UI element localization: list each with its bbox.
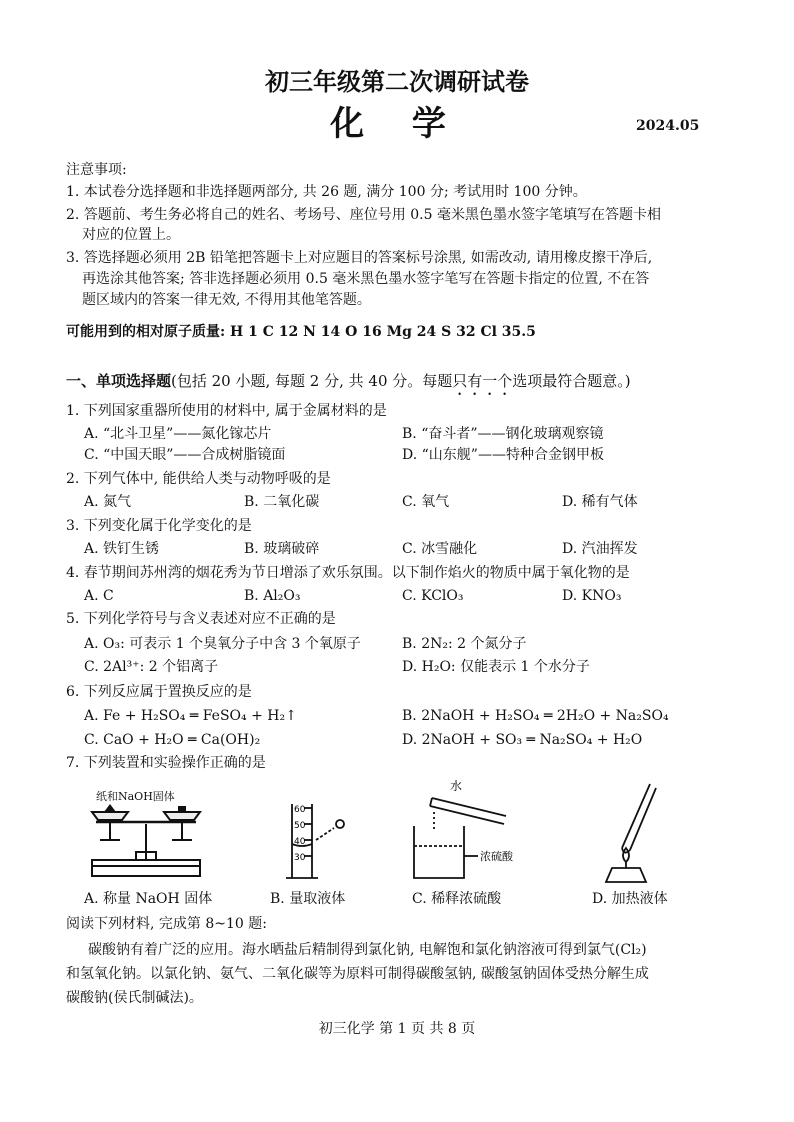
option: C. 氧气 bbox=[402, 494, 450, 510]
option: B. Al₂O₃ bbox=[244, 588, 301, 604]
section-title: 一、单项选择题 bbox=[66, 372, 172, 390]
option: B. 二氧化碳 bbox=[244, 494, 320, 510]
figure-a-label: 纸和NaOH固体 bbox=[96, 790, 175, 803]
option: A. 氮气 bbox=[84, 494, 132, 510]
tick-label: 30 bbox=[294, 853, 306, 863]
balance-figure bbox=[86, 800, 206, 882]
notice-item: 再选涂其他答案; 答非选择题必须用 0.5 毫米黑色墨水签字笔写在答题卡指定的位置, 不在答 bbox=[82, 271, 650, 287]
option: D. 2NaOH + SO₃ ═ Na₂SO₄ + H₂O bbox=[402, 732, 643, 748]
tick-label: 60 bbox=[294, 805, 306, 815]
reading-intro: 阅读下列材料, 完成第 8~10 题: bbox=[66, 916, 267, 932]
dilution-figure bbox=[404, 776, 534, 884]
water-label: 水 bbox=[450, 779, 463, 793]
option: D. 汽油挥发 bbox=[562, 541, 638, 557]
question-stem: 1. 下列国家重器所使用的材料中, 属于金属材料的是 bbox=[66, 403, 387, 419]
notice-item: 题区域内的答案一律无效, 不得用其他笔答题。 bbox=[82, 292, 371, 308]
notice-item: 2. 答题前、考生务必将自己的姓名、考场号、座位号用 0.5 毫米黑色墨水签字笔填写在答题卡相 bbox=[66, 207, 661, 223]
question-stem: 6. 下列反应属于置换反应的是 bbox=[66, 684, 252, 700]
question-stem: 3. 下列变化属于化学变化的是 bbox=[66, 518, 252, 534]
notice-item: 1. 本试卷分选择题和非选择题两部分, 共 26 题, 满分 100 分; 考试用时 100 分钟。 bbox=[66, 184, 587, 200]
option: B. 玻璃破碎 bbox=[244, 541, 320, 557]
option: A. 称量 NaOH 固体 bbox=[84, 891, 213, 907]
question-stem: 5. 下列化学符号与含义表述对应不正确的是 bbox=[66, 611, 336, 627]
acid-label: 浓硫酸 bbox=[480, 850, 513, 863]
subject-title: 化 学 bbox=[330, 104, 464, 144]
option: A. C bbox=[84, 588, 114, 604]
option: B. 2NaOH + H₂SO₄ ═ 2H₂O + Na₂SO₄ bbox=[402, 708, 669, 724]
heating-figure bbox=[586, 778, 676, 884]
option: D. 稀有气体 bbox=[562, 494, 638, 510]
option: B. “奋斗者”——钢化玻璃观察镜 bbox=[402, 426, 604, 442]
tick-label: 50 bbox=[294, 821, 306, 831]
page-footer: 初三化学 第 1 页 共 8 页 bbox=[318, 1021, 476, 1037]
notice-heading: 注意事项: bbox=[66, 162, 127, 178]
option: C. “中国天眼”——合成树脂镜面 bbox=[84, 447, 286, 463]
exam-date: 2024.05 bbox=[636, 118, 700, 134]
section-desc-end: 选项最符合题意。) bbox=[512, 372, 631, 390]
tick-label: 40 bbox=[294, 837, 306, 847]
reading-line: 碳酸钠有着广泛的应用。海水晒盐后精制得到氯化钠, 电解饱和氯化钠溶液可得到氯气(Cl₂) bbox=[88, 942, 647, 958]
option: A. “北斗卫星”——氮化镓芯片 bbox=[84, 426, 272, 442]
option: B. 2N₂: 2 个氮分子 bbox=[402, 636, 527, 652]
reading-line: 和氢氧化钠。以氯化钠、氨气、二氧化碳等为原料可制得碳酸氢钠, 碳酸氢钠固体受热分解生成 bbox=[66, 966, 649, 982]
option: C. 稀释浓硫酸 bbox=[412, 891, 502, 907]
section-emphasis: 只有一个 bbox=[452, 372, 513, 390]
option: A. 铁钉生锈 bbox=[84, 541, 160, 557]
section-heading bbox=[66, 371, 631, 399]
question-stem: 7. 下列装置和实验操作正确的是 bbox=[66, 755, 266, 771]
option: D. KNO₃ bbox=[562, 588, 622, 604]
option: C. CaO + H₂O ═ Ca(OH)₂ bbox=[84, 732, 261, 748]
exam-title: 初三年级第二次调研试卷 bbox=[265, 67, 529, 96]
question-stem: 2. 下列气体中, 能供给人类与动物呼吸的是 bbox=[66, 471, 331, 487]
option: D. 加热液体 bbox=[592, 891, 668, 907]
option: C. 2Al³⁺: 2 个铝离子 bbox=[84, 659, 219, 675]
option: A. Fe + H₂SO₄ ═ FeSO₄ + H₂↑ bbox=[84, 708, 297, 724]
option: D. H₂O: 仅能表示 1 个水分子 bbox=[402, 659, 590, 675]
option: C. KClO₃ bbox=[402, 588, 464, 604]
option: B. 量取液体 bbox=[270, 891, 346, 907]
reading-line: 碳酸钠(侯氏制碱法)。 bbox=[66, 990, 203, 1006]
atomic-masses: 可能用到的相对原子质量: H 1 C 12 N 14 O 16 Mg 24 S 32 Cl 35.5 bbox=[66, 324, 536, 340]
cylinder-figure bbox=[272, 800, 362, 882]
question-stem: 4. 春节期间苏州湾的烟花秀为节日增添了欢乐氛围。以下制作焰火的物质中属于氧化物的是 bbox=[66, 565, 630, 581]
section-desc: (包括 20 小题, 每题 2 分, 共 40 分。每题 bbox=[171, 372, 453, 390]
option: C. 冰雪融化 bbox=[402, 541, 478, 557]
notice-item: 对应的位置上。 bbox=[82, 227, 180, 243]
notice-item: 3. 答选择题必须用 2B 铅笔把答题卡上对应题目的答案标号涂黑, 如需改动, 请用橡皮擦干净后, bbox=[66, 250, 653, 266]
option: D. “山东舰”——特种合金钢甲板 bbox=[402, 447, 604, 463]
option: A. O₃: 可表示 1 个臭氧分子中含 3 个氧原子 bbox=[84, 636, 361, 652]
